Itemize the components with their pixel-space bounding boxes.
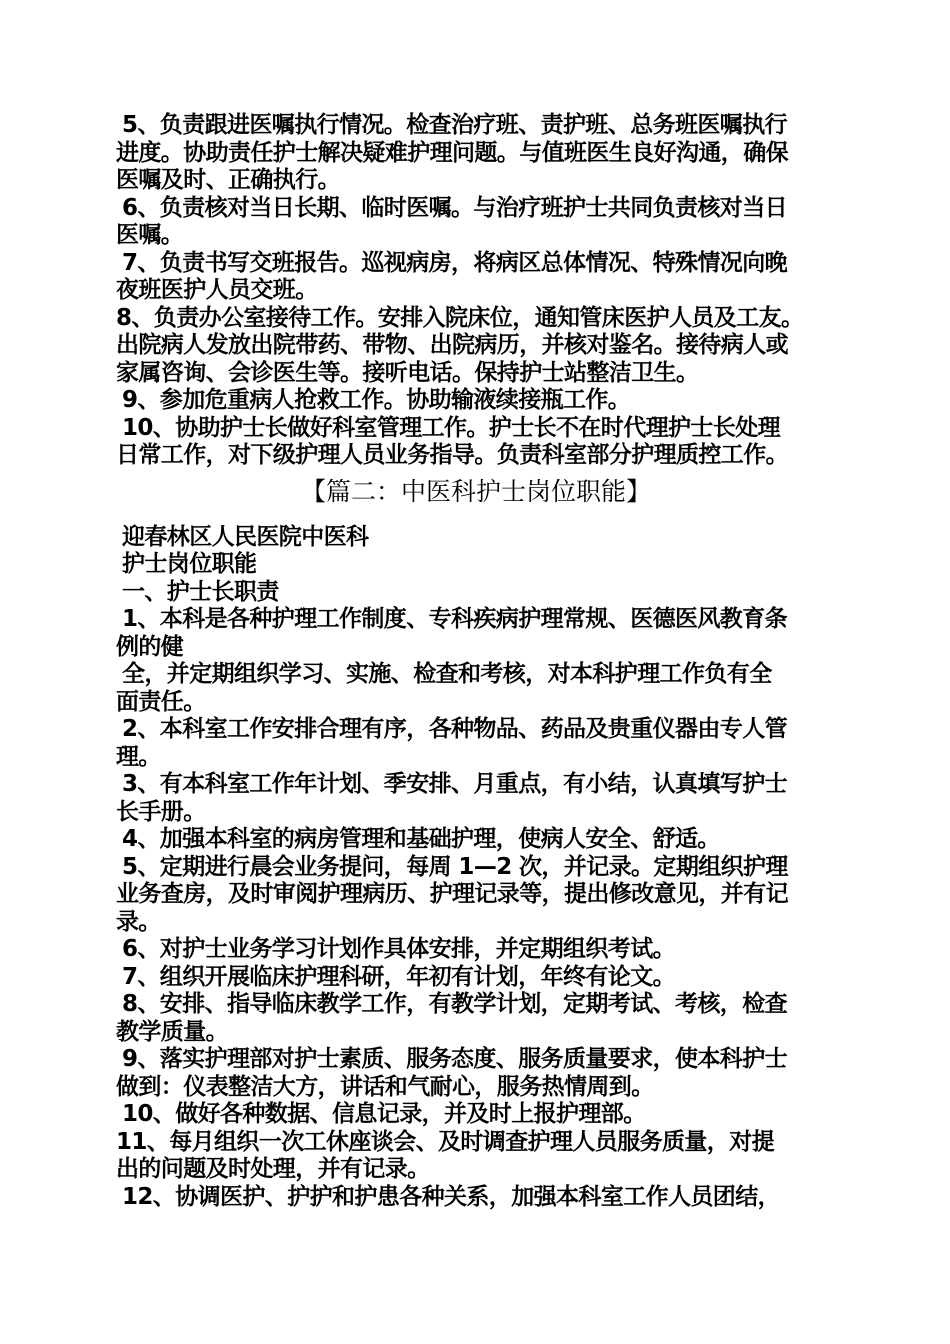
text-line: 医嘱及时、正确执行。 xyxy=(116,167,341,193)
text-line: 6、对护士业务学习计划作具体安排，并定期组织考试。 xyxy=(122,936,676,962)
text-line: 理。 xyxy=(116,743,161,770)
section-duty-list-continued xyxy=(116,112,836,470)
text-line: 10、协助护士长做好科室管理工作。护士长不在时代理护士长处理 xyxy=(122,414,781,441)
text-line: 例的健 xyxy=(116,633,184,660)
section-heading: 【篇二：中医科护士岗位职能】 xyxy=(300,476,651,506)
text-line: 6、负责核对当日长期、临时医嘱。与治疗班护士共同负责核对当日 xyxy=(122,194,788,221)
text-line: 全，并定期组织学习、实施、检查和考核，对本科护理工作负有全 xyxy=(122,661,772,687)
text-line: 护士岗位职能 xyxy=(122,551,257,577)
text-line: 5、负责跟进医嘱执行情况。检查治疗班、责护班、总务班医嘱执行 xyxy=(122,112,788,138)
text-line: 7、组织开展临床护理科研，年初有计划，年终有论文。 xyxy=(122,963,676,990)
text-line: 出的问题及时处理，并有记录。 xyxy=(116,1156,430,1182)
text-line: 8、负责办公室接待工作。安排入院床位，通知管床医护人员及工友。 xyxy=(116,304,804,331)
text-line: 面责任。 xyxy=(116,688,206,715)
text-line: 长手册。 xyxy=(116,798,206,825)
text-line: 11、每月组织一次工休座谈会、及时调查护理人员服务质量，对提 xyxy=(116,1128,775,1155)
text-line: 一、护士长职责 xyxy=(122,578,279,605)
text-line: 9、参加危重病人抢救工作。协助输液续接瓶工作。 xyxy=(122,387,631,413)
text-line: 10、做好各种数据、信息记录，并及时上报护理部。 xyxy=(122,1101,646,1127)
spacer xyxy=(116,514,836,524)
text-line: 4、加强本科室的病房管理和基础护理，使病人安全、舒适。 xyxy=(122,826,720,852)
text-line: 迎春林区人民医院中医科 xyxy=(122,523,369,550)
text-line: 教学质量。 xyxy=(116,1018,229,1045)
text-line: 9、落实护理部对护士素质、服务态度、服务质量要求，使本科护士 xyxy=(122,1046,788,1072)
text-line: 日常工作，对下级护理人员业务指导。负责科室部分护理质控工作。 xyxy=(116,442,789,468)
text-line: 1、本科是各种护理工作制度、专科疾病护理常规、医德医风教育条 xyxy=(122,606,788,632)
section-tcm-nurse-duties xyxy=(116,524,836,1212)
text-line: 8、安排、指导临床教学工作，有教学计划，定期考试、考核，检查 xyxy=(122,991,788,1017)
text-line: 进度。协助责任护士解决疑难护理问题。与值班医生良好沟通，确保 xyxy=(116,139,789,166)
text-line: 夜班医护人员交班。 xyxy=(116,277,318,303)
text-line: 录。 xyxy=(116,908,161,935)
text-line: 12、协调医护、护护和护患各种关系，加强本科室工作人员团结， xyxy=(122,1183,781,1210)
text-line: 家属咨询、会诊医生等。接听电话。保持护士站整洁卫生。 xyxy=(116,359,699,386)
text-line: 2、本科室工作安排合理有序，各种物品、药品及贵重仪器由专人管 xyxy=(122,716,788,742)
document-page xyxy=(116,112,836,1211)
text-line: 5、定期进行晨会业务提问，每周 1—2 次，并记录。定期组织护理 xyxy=(122,853,788,880)
text-line: 3、有本科室工作年计划、季安排、月重点，有小结，认真填写护士 xyxy=(122,771,788,797)
text-line: 7、负责书写交班报告。巡视病房，将病区总体情况、特殊情况向晚 xyxy=(122,249,788,276)
text-line: 做到：仪表整洁大方，讲话和气耐心，服务热情周到。 xyxy=(116,1073,654,1100)
text-line: 医嘱。 xyxy=(116,222,184,248)
text-line: 出院病人发放出院带药、带物、出院病历，并核对鉴名。接待病人或 xyxy=(116,332,789,358)
text-line: 业务查房，及时审阅护理病历、护理记录等，提出修改意见，并有记 xyxy=(116,881,789,907)
